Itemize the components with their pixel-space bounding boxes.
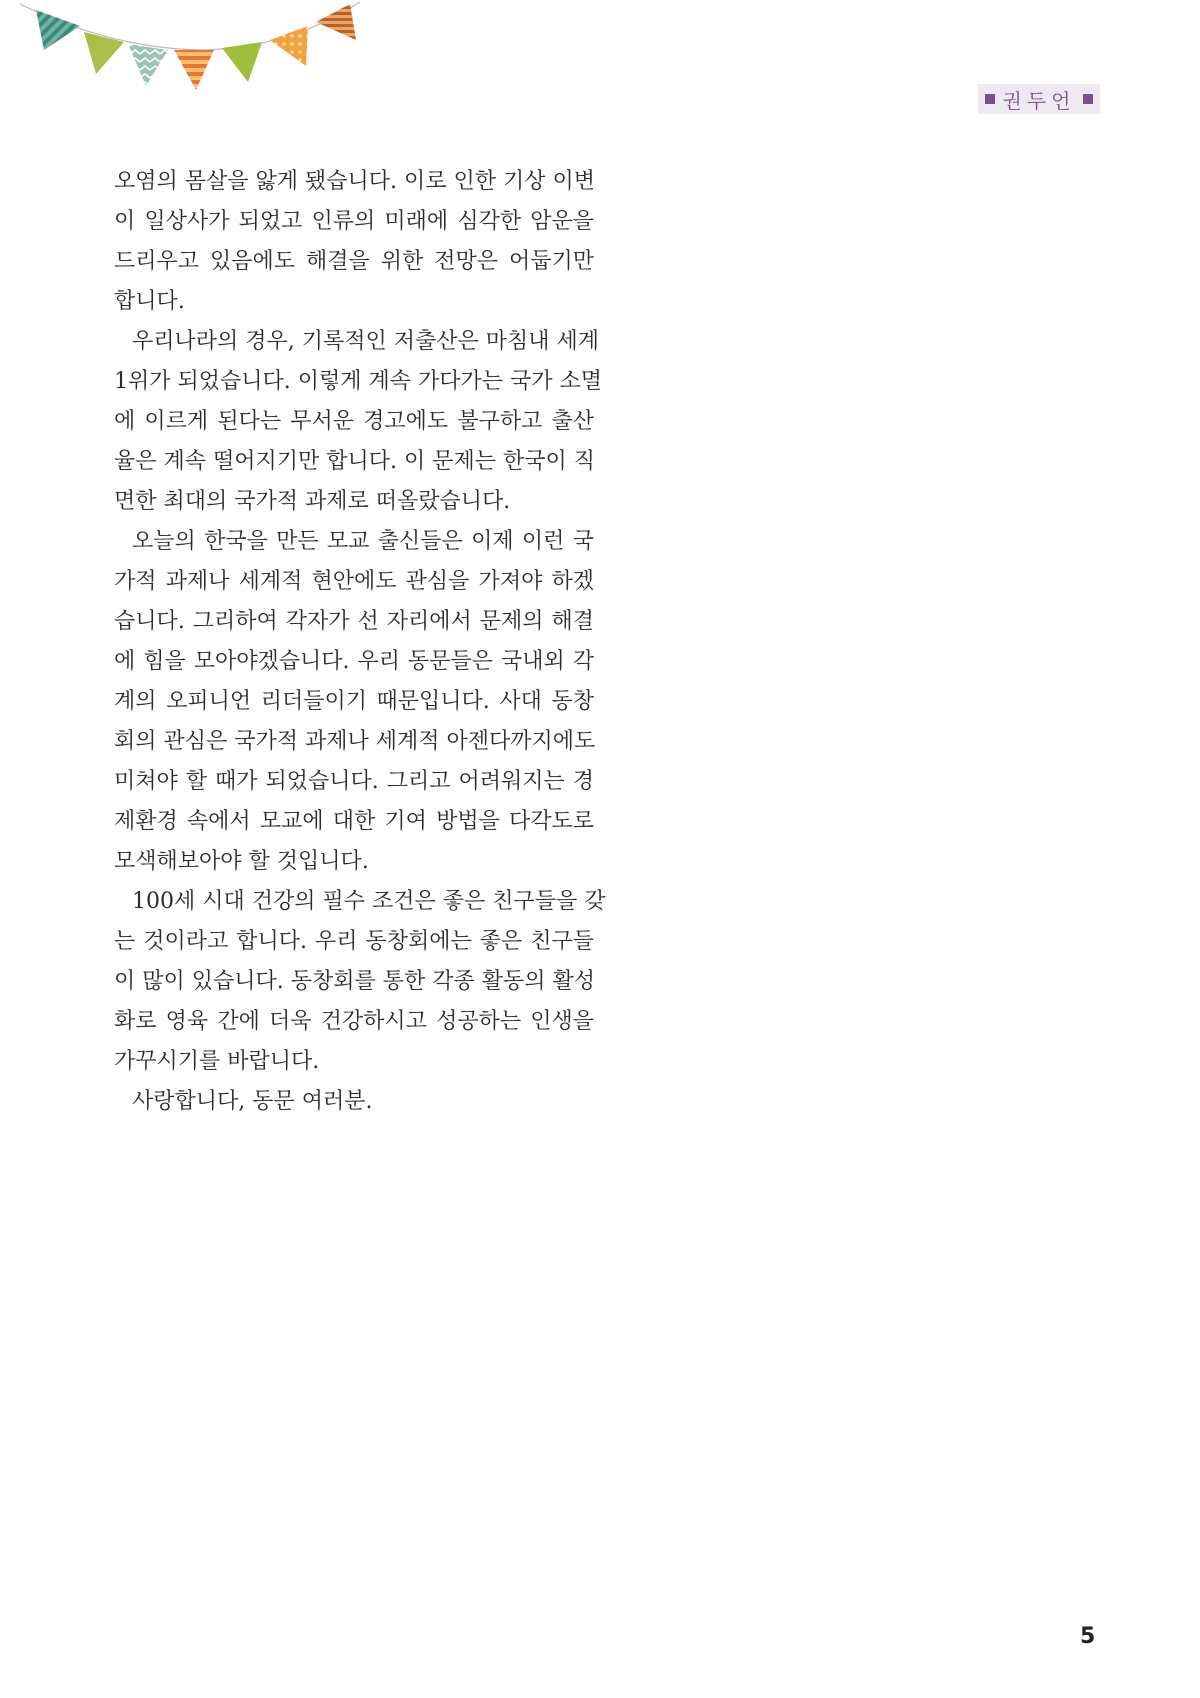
text-line: 에 힘을 모아야겠습니다. 우리 동문들은 국내외 각 xyxy=(114,649,594,674)
text-line: 100세 시대 건강의 필수 조건은 좋은 친구들을 갖 xyxy=(132,889,606,914)
text-line: 드리우고 있음에도 해결을 위한 전망은 어둡기만 xyxy=(114,249,594,274)
pennant-icon xyxy=(128,44,168,86)
text-line: 오늘의 한국을 만든 모교 출신들은 이제 이런 국 xyxy=(132,529,594,554)
page-number: 5 xyxy=(1080,1624,1096,1649)
text-line: 1위가 되었습니다. 이렇게 계속 가다가는 국가 소멸 xyxy=(114,369,602,394)
bunting-decoration xyxy=(0,0,380,100)
text-line: 모색해보아야 할 것입니다. xyxy=(114,849,369,874)
text-line: 가적 과제나 세계적 현안에도 관심을 가져야 하겠 xyxy=(114,569,594,594)
pennant-icon xyxy=(36,10,80,50)
text-line: 계의 오피니언 리더들이기 때문입니다. 사대 동창 xyxy=(114,689,594,714)
pennant-icon xyxy=(84,32,124,74)
article-body xyxy=(114,162,606,1122)
text-line: 는 것이라고 합니다. 우리 동창회에는 좋은 친구들 xyxy=(114,929,594,954)
text-line: 오염의 몸살을 앓게 됐습니다. 이로 인한 기상 이변 xyxy=(114,169,595,194)
text-line: 가꾸시기를 바랍니다. xyxy=(114,1049,320,1074)
pennant-icon xyxy=(222,42,262,82)
pennant-icon xyxy=(270,26,308,66)
text-line: 미쳐야 할 때가 되었습니다. 그리고 어려워지는 경 xyxy=(114,769,594,794)
square-bullet-icon xyxy=(1083,94,1093,104)
pennant-icon xyxy=(316,4,356,40)
text-line: 화로 영육 간에 더욱 건강하시고 성공하는 인생을 xyxy=(114,1009,594,1034)
section-tag-label: 권두언 xyxy=(1002,88,1076,113)
text-line: 이 많이 있습니다. 동창회를 통한 각종 활동의 활성 xyxy=(114,969,595,994)
section-tag xyxy=(978,84,1100,114)
text-line: 우리나라의 경우, 기록적인 저출산은 마침내 세계 xyxy=(132,329,600,354)
text-line: 합니다. xyxy=(114,289,185,314)
square-bullet-icon xyxy=(985,94,995,104)
text-line: 사랑합니다, 동문 여러분. xyxy=(132,1089,373,1114)
text-line: 이 일상사가 되었고 인류의 미래에 심각한 암운을 xyxy=(114,209,594,234)
text-line: 제환경 속에서 모교에 대한 기여 방법을 다각도로 xyxy=(114,809,594,834)
pennant-icon xyxy=(174,50,214,90)
text-line: 회의 관심은 국가적 과제나 세계적 아젠다까지에도 xyxy=(114,729,596,754)
text-line: 습니다. 그리하여 각자가 선 자리에서 문제의 해결 xyxy=(114,609,594,634)
text-line: 면한 최대의 국가적 과제로 떠올랐습니다. xyxy=(114,489,511,514)
text-line: 에 이르게 된다는 무서운 경고에도 불구하고 출산 xyxy=(114,409,594,434)
text-line: 율은 계속 떨어지기만 합니다. 이 문제는 한국이 직 xyxy=(114,449,595,474)
